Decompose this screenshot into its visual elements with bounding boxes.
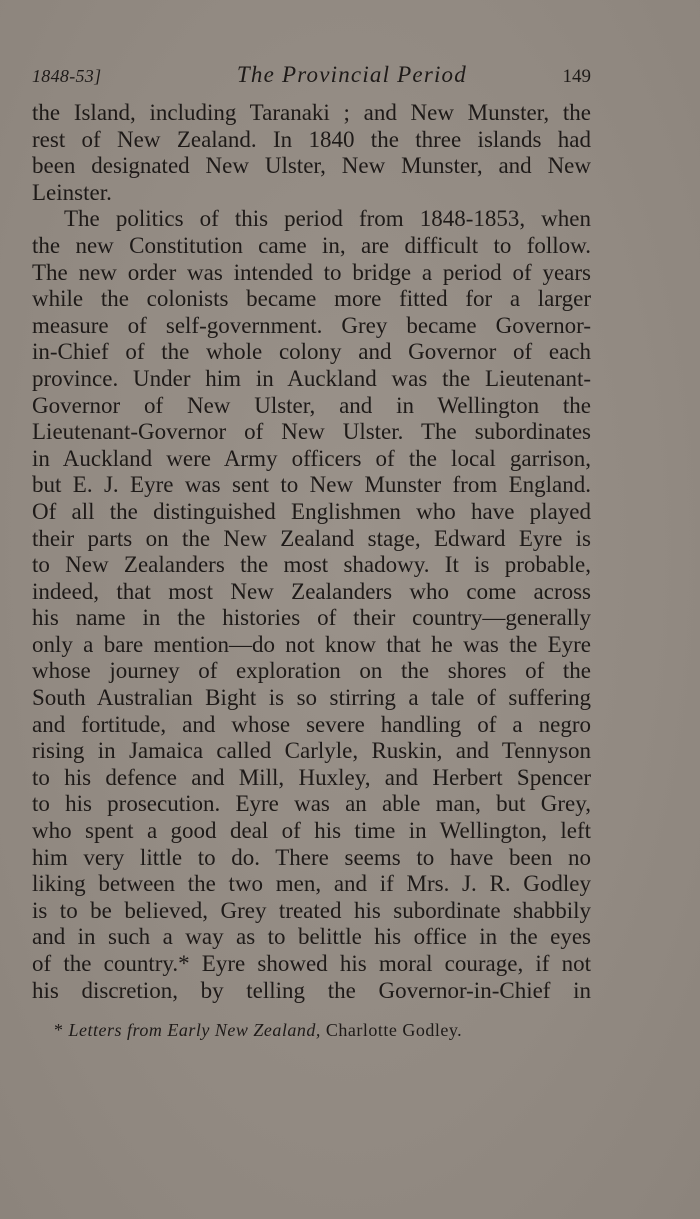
text-line: only a bare mention—do not know that he was the Eyre [32, 631, 591, 657]
text-line: the new Constitution came in, are difficult to follow. [32, 232, 591, 258]
text-line: while the colonists became more fitted for a larger [32, 286, 591, 312]
text-line: of the country.* Eyre showed his moral courage, if not [32, 951, 591, 976]
page-number: 149 [562, 66, 591, 87]
body-text [32, 100, 591, 1004]
text-line: province. Under him in Auckland was the Lieutenant- [32, 365, 591, 391]
text-line: to his prosecution. Eyre was an able man, but Grey, [32, 791, 591, 817]
paragraph [32, 206, 591, 1004]
text-line: Leinster. [32, 179, 112, 205]
text-line: to New Zealanders the most shadowy. It is probable, [32, 552, 591, 578]
footnote [32, 1020, 591, 1041]
footnote-author: Charlotte Godley. [325, 1020, 463, 1041]
text-line: is to be believed, Grey treated his subordinate shabbily [32, 897, 591, 923]
text-line: him very little to do. There seems to have been no [32, 844, 591, 870]
page-content [32, 62, 591, 1041]
text-line: rising in Jamaica called Carlyle, Ruskin, and Tennyson [32, 738, 591, 764]
text-line: The new order was intended to bridge a period of years [32, 259, 591, 285]
text-line: his name in the histories of their country—generally [32, 605, 591, 631]
text-line: indeed, that most New Zealanders who come across [32, 578, 591, 604]
chapter-title: The Provincial Period [236, 62, 467, 87]
text-line: and fortitude, and whose severe handling of a negro [32, 711, 591, 737]
text-line: his discretion, by telling the Governor-in-Chief in [32, 977, 591, 1003]
text-line: South Australian Bight is so stirring a tale of suffering [32, 685, 591, 711]
text-line: the Island, including Taranaki ; and New Munster, the [32, 100, 591, 125]
text-line: liking between the two men, and if Mrs. J. R. Godley [32, 871, 591, 897]
text-line: Lieutenant-Governor of New Ulster. The subordinates [32, 419, 591, 445]
running-head [32, 62, 591, 92]
text-line: whose journey of exploration on the shores of the [32, 658, 591, 684]
text-line: in Auckland were Army officers of the local garrison, [32, 445, 591, 471]
text-line: measure of self-government. Grey became Governor- [32, 312, 591, 338]
text-line: Governor of New Ulster, and in Wellington the [32, 392, 591, 418]
text-line: their parts on the New Zealand stage, Edward Eyre is [32, 525, 591, 551]
text-line: rest of New Zealand. In 1840 the three islands had [32, 126, 591, 152]
text-line: to his defence and Mill, Huxley, and Herbert Spencer [32, 764, 591, 790]
text-line: Of all the distinguished Englishmen who have played [32, 498, 591, 524]
footnote-title: Letters from Early New Zealand, [68, 1020, 321, 1041]
text-line: who spent a good deal of his time in Wellington, left [32, 818, 591, 844]
footnote-marker: * [54, 1020, 64, 1041]
date-range: 1848-53] [32, 66, 102, 86]
text-line: been designated New Ulster, New Munster, and New [32, 153, 591, 179]
text-line: in-Chief of the whole colony and Governor of each [32, 339, 591, 365]
text-line: The politics of this period from 1848-1853, when [64, 206, 591, 232]
text-line: but E. J. Eyre was sent to New Munster from England. [32, 472, 591, 498]
paragraph [32, 100, 591, 206]
text-line: and in such a way as to belittle his office in the eyes [32, 924, 591, 950]
